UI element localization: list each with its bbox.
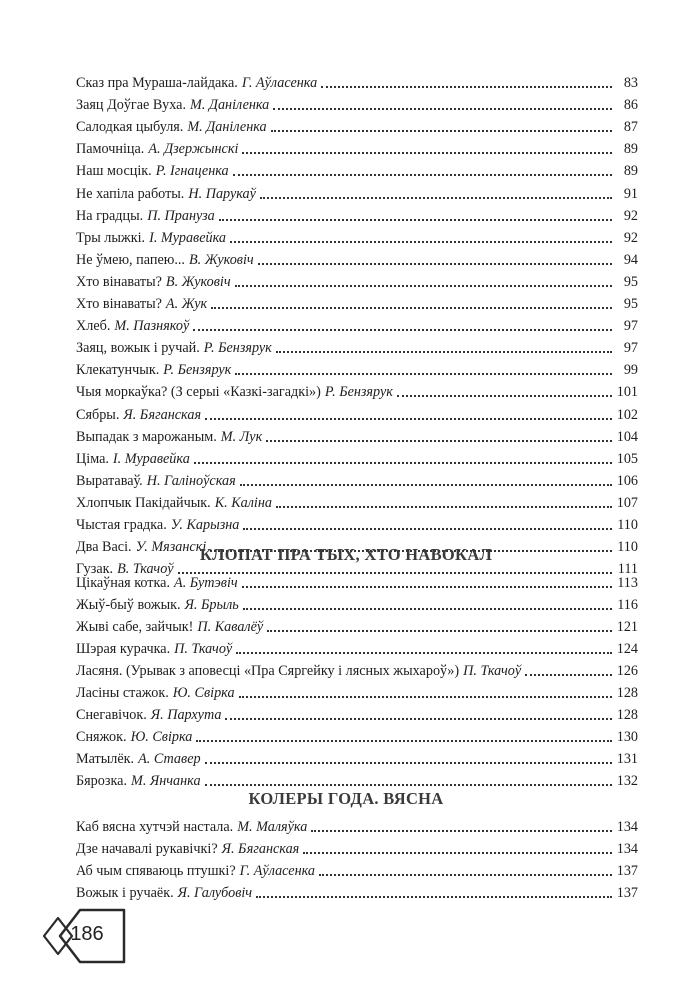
entry-author: І. Муравейка: [149, 229, 226, 246]
entry-title: Выпадак з марожаным.: [76, 428, 217, 445]
toc-entry: [76, 427, 638, 447]
entry-page: 95: [623, 296, 638, 312]
dot-leader: [525, 673, 612, 676]
entry-title: Вожык і ручаёк.: [76, 885, 174, 901]
toc-entry: [76, 161, 638, 181]
entry-author: Я. Бяганская: [221, 841, 300, 857]
entry-page: 128: [616, 707, 638, 723]
dot-leader: [242, 151, 612, 154]
entry-author: П. Прануза: [147, 207, 215, 224]
entry-author: М. Маляўка: [237, 819, 308, 835]
entry-title: Не ўмею, папею...: [76, 251, 185, 268]
section-heading: КОЛЕРЫ ГОДА. ВЯСНА: [248, 789, 444, 808]
toc-entry: [76, 316, 638, 336]
entry-title: Шэрая курачка.: [76, 641, 171, 657]
entry-author: М. Пазнякоў: [114, 318, 190, 335]
entry-author: Я. Галубовіч: [177, 885, 253, 901]
entry-title: Чыя моркаўка? (З серыі «Казкі-загадкі»): [76, 384, 321, 401]
dot-leader: [205, 783, 612, 786]
entry-title: Гузак.: [76, 561, 114, 578]
entry-page: 102: [616, 406, 638, 423]
entry-author: Р. Бензярук: [163, 362, 232, 379]
entry-author: Р. Бензярук: [203, 340, 272, 357]
entry-title: Не хапіла работы.: [76, 185, 185, 202]
dot-leader: [273, 107, 612, 110]
entry-author: Г. Аўласенка: [241, 75, 318, 91]
entry-page: 95: [623, 273, 638, 290]
entry-title: Тры лыжкі.: [76, 229, 146, 246]
toc-entry: [76, 471, 638, 491]
entry-title: Хто вінаваты?: [76, 296, 162, 312]
entry-page: 132: [616, 773, 638, 789]
entry-page: 128: [616, 685, 638, 701]
dot-leader: [243, 527, 612, 530]
entry-page: 121: [616, 619, 638, 635]
entry-author: Н. Парукаў: [188, 185, 256, 202]
dot-leader: [256, 895, 612, 898]
dot-leader: [235, 284, 612, 287]
entry-author: М. Даніленка: [190, 97, 270, 114]
entry-title: Хлеб.: [76, 318, 111, 335]
entry-author: Р. Ігнаценка: [155, 163, 229, 180]
dot-leader: [397, 394, 612, 397]
dot-leader: [266, 439, 612, 442]
entry-author: Н. Галіноўская: [146, 472, 236, 489]
dot-leader: [267, 629, 612, 632]
toc-entry: [76, 294, 638, 314]
toc-entry: [76, 573, 638, 593]
dot-leader: [242, 585, 612, 588]
entry-page: 116: [617, 597, 638, 613]
entry-page: 134: [616, 819, 638, 835]
toc-entry: [76, 883, 638, 903]
entry-title: Аб чым спяваюць птушкі?: [76, 863, 236, 879]
entry-title: Дзе начавалі рукавічкі?: [76, 841, 218, 857]
toc-entry: [76, 338, 638, 358]
toc-entry: [76, 117, 638, 137]
dot-leader: [258, 262, 612, 265]
entry-page: 89: [623, 163, 638, 180]
entry-title: Бярозка.: [76, 773, 127, 789]
entry-page: 99: [623, 362, 638, 379]
entry-page: 83: [623, 75, 638, 91]
entry-page: 106: [616, 472, 638, 489]
entry-page: 101: [616, 384, 638, 401]
dot-leader: [276, 505, 612, 508]
dot-leader: [321, 85, 612, 88]
entry-page: 86: [623, 97, 638, 114]
entry-author: Р. Бензярук: [324, 384, 393, 401]
dot-leader: [236, 651, 612, 654]
entry-author: П. Ткачоў: [174, 641, 233, 657]
entry-title: Два Васі.: [76, 539, 132, 556]
entry-page: 97: [623, 318, 638, 335]
entry-author: Я. Брыль: [184, 597, 239, 613]
entry-title: Заяц Доўгае Вуха.: [76, 97, 187, 114]
entry-title: Сказ пра Мураша-лайдака.: [76, 75, 238, 91]
entry-author: М. Янчанка: [131, 773, 201, 789]
dot-leader: [311, 829, 612, 832]
entry-title: Клекатунчык.: [76, 362, 160, 379]
section-heading: КЛОПАТ ПРА ТЫХ, ХТО НАВОКАЛ: [199, 545, 493, 564]
dot-leader: [219, 218, 612, 221]
toc-entry: [76, 727, 638, 747]
entry-author: Г. Аўласенка: [239, 863, 316, 879]
entry-author: В. Жуковіч: [165, 273, 231, 290]
dot-leader: [235, 372, 612, 375]
toc-entry: [76, 749, 638, 769]
entry-author: Ю. Свірка: [172, 685, 235, 701]
toc-entry: [76, 405, 638, 425]
toc-entry: [76, 683, 638, 703]
toc-entry: [76, 449, 638, 469]
entry-author: У. Мязанскі: [135, 539, 207, 556]
entry-page: 89: [623, 141, 638, 158]
page-number: 186: [70, 923, 104, 945]
entry-page: 134: [616, 841, 638, 857]
dot-leader: [205, 761, 612, 764]
entry-title: Матылёк.: [76, 751, 135, 767]
dot-leader: [260, 196, 612, 199]
entry-title: Хлопчык Пакідайчык.: [76, 494, 211, 511]
entry-page: 110: [617, 539, 638, 556]
dot-leader: [271, 129, 612, 132]
entry-page: 87: [623, 119, 638, 136]
entry-title: Ласяня. (Урывак з аповесці «Пра Сяргейку і лясных жыхароў»): [76, 663, 460, 679]
entry-page: 131: [616, 751, 638, 767]
toc-entry: [76, 95, 638, 115]
dot-leader: [240, 483, 612, 486]
dot-leader: [196, 739, 612, 742]
toc-entry: [76, 360, 638, 380]
entry-page: 137: [616, 885, 638, 901]
toc-entry: [76, 705, 638, 725]
dot-leader: [233, 173, 612, 176]
dot-leader: [276, 350, 612, 353]
entry-title: Хто вінаваты?: [76, 273, 162, 290]
toc-entry: [76, 839, 638, 859]
toc-entry: [76, 73, 638, 93]
dot-leader: [194, 461, 612, 464]
entry-page: 94: [623, 251, 638, 268]
dot-leader: [243, 607, 612, 610]
entry-author: А. Жук: [165, 296, 208, 312]
entry-page: 126: [616, 663, 638, 679]
toc-entry: [76, 228, 638, 248]
entry-author: А. Дзержынскі: [148, 141, 239, 158]
entry-title: Цікаўная котка.: [76, 575, 171, 591]
entry-page: 107: [616, 494, 638, 511]
dot-leader: [225, 717, 612, 720]
entry-title: Выратаваў.: [76, 472, 143, 489]
entry-title: Наш мосцік.: [76, 163, 152, 180]
entry-page: 97: [623, 340, 638, 357]
toc-entry: [76, 861, 638, 881]
dot-leader: [303, 851, 612, 854]
entry-author: М. Даніленка: [187, 119, 267, 136]
entry-title: Ціма.: [76, 450, 109, 467]
entry-title: На градцы.: [76, 207, 144, 224]
toc-entry: [76, 250, 638, 270]
entry-author: Я. Бяганская: [123, 406, 202, 423]
toc-entry: [76, 661, 638, 681]
entry-page: 113: [617, 575, 638, 591]
toc-entry: [76, 617, 638, 637]
toc-entry: [76, 771, 638, 791]
entry-page: 110: [617, 517, 638, 533]
entry-page: 130: [616, 729, 638, 745]
entry-author: М. Лук: [220, 428, 263, 445]
entry-page: 92: [623, 207, 638, 224]
dot-leader: [193, 328, 612, 331]
toc-entry: [76, 206, 638, 226]
toc-entry: [76, 639, 638, 659]
entry-title: Памочніца.: [76, 141, 145, 158]
entry-title: Жыві сабе, зайчык!: [76, 619, 194, 635]
toc-entry: [76, 272, 638, 292]
entry-title: Салодкая цыбуля.: [76, 119, 184, 136]
entry-title: Сняжок.: [76, 729, 127, 745]
entry-page: 124: [616, 641, 638, 657]
dot-leader: [230, 240, 612, 243]
entry-author: К. Каліна: [214, 494, 273, 511]
entry-author: В. Ткачоў: [117, 561, 174, 578]
entry-page: 91: [623, 185, 638, 202]
entry-title: Каб вясна хутчэй настала.: [76, 819, 234, 835]
dot-leader: [205, 417, 612, 420]
entry-title: Чыстая градка.: [76, 517, 167, 533]
entry-page: 111: [617, 561, 638, 578]
toc-entry: [76, 184, 638, 204]
entry-author: Я. Пархута: [150, 707, 222, 723]
entry-author: А. Ставер: [138, 751, 201, 767]
entry-author: П. Ткачоў: [463, 663, 522, 679]
entry-title: Жыў-быў вожык.: [76, 597, 181, 613]
toc-entry: [76, 817, 638, 837]
toc-entry: [76, 493, 638, 513]
entry-author: Ю. Свірка: [130, 729, 193, 745]
entry-title: Сябры.: [76, 406, 120, 423]
entry-page: 137: [616, 863, 638, 879]
entry-author: П. Кавалёў: [197, 619, 264, 635]
dot-leader: [239, 695, 612, 698]
entry-page: 105: [616, 450, 638, 467]
entry-author: В. Жуковіч: [188, 251, 254, 268]
entry-author: А. Бутэвіч: [174, 575, 238, 591]
toc-entry: [76, 139, 638, 159]
entry-page: 104: [616, 428, 638, 445]
dot-leader: [211, 306, 612, 309]
toc-entry: [76, 515, 638, 535]
entry-page: 92: [623, 229, 638, 246]
entry-author: У. Карызна: [170, 517, 240, 533]
entry-title: Ласіны стажок.: [76, 685, 169, 701]
entry-title: Заяц, вожык і ручай.: [76, 340, 200, 357]
toc-entry: [76, 382, 638, 402]
toc-entry: [76, 595, 638, 615]
dot-leader: [319, 873, 612, 876]
entry-title: Снегавічок.: [76, 707, 147, 723]
entry-author: І. Муравейка: [112, 450, 190, 467]
